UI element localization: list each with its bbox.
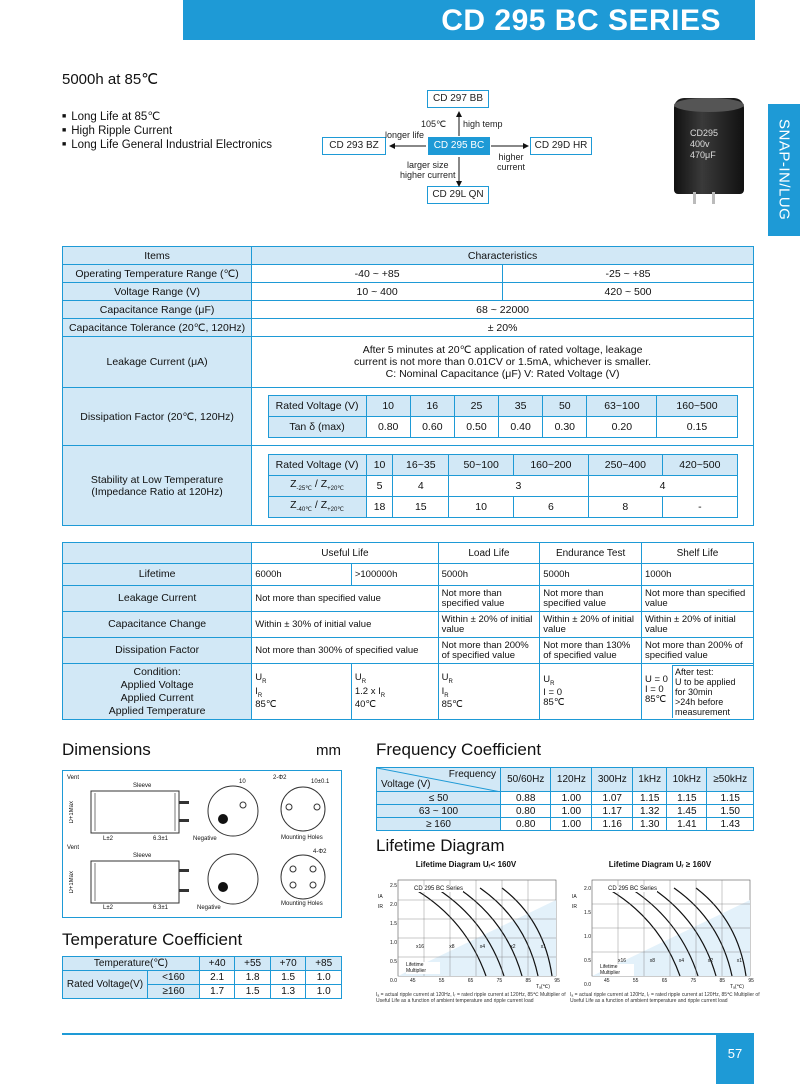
cond-cell: $U_R$ I = 0 85℃	[540, 664, 642, 720]
df-cell	[252, 388, 754, 446]
series-label: longer life	[385, 130, 425, 140]
axis-label: IR	[378, 904, 383, 910]
row-label: ≥160	[148, 985, 200, 999]
col-header: 1kHz	[633, 768, 667, 792]
dimensions-unit: mm	[316, 742, 341, 759]
row-label: Leakage Current (μA)	[63, 337, 252, 388]
row-label: Dissipation Factor (20℃, 120Hz)	[63, 388, 252, 446]
row-label: Dissipation Factor	[63, 638, 252, 664]
dim-label: Vent	[67, 845, 80, 851]
capacitor-image	[674, 98, 744, 194]
capacitor-marking: CD295 400v 470μF	[690, 128, 719, 160]
page-number: 57	[716, 1034, 754, 1084]
series-label: high temp	[463, 119, 503, 129]
series-arrows	[320, 100, 610, 190]
series-box-right: CD 29D HR	[530, 137, 592, 155]
side-tab-label: SNAP-IN/LUG	[775, 119, 793, 221]
subtitle: 5000h at 85℃	[62, 71, 159, 88]
y-ticks: 2.5 2.0 1.5 1.0 0.5 0.0	[390, 883, 397, 984]
col-header: Useful Life	[252, 543, 438, 564]
lifetime-svg-1	[376, 860, 558, 1010]
capacitor-pin	[712, 192, 715, 204]
capacitor-pin	[693, 192, 696, 204]
dim-label: D+1Max	[69, 871, 75, 894]
dim-label: 10	[239, 779, 246, 785]
frequency-title: Frequency Coefficient	[376, 740, 542, 759]
cond-cell: U = 0 I = 0 85℃ After test: U to be applied for 30min >24h before measurement	[641, 664, 753, 720]
row-label: Voltage Range (V)	[63, 283, 252, 301]
footer-rule	[62, 1033, 754, 1035]
cell: -40 ~ +85	[252, 265, 503, 283]
dim-label: 6.3±1	[153, 836, 168, 842]
dim-label: Vent	[67, 775, 80, 781]
multiplier-labels: x16 x8 x4 x2 x1	[618, 958, 742, 964]
corner	[63, 543, 252, 564]
dimension-drawing	[62, 770, 342, 918]
col-header: Shelf Life	[641, 543, 753, 564]
feature-item: ■ Long Life at 85℃	[62, 110, 272, 124]
stability-cell	[252, 446, 754, 526]
series-box-top: CD 297 BB	[427, 90, 489, 108]
cell: 6000h	[252, 564, 352, 586]
freq-corner: Frequency Voltage (V)	[377, 768, 501, 792]
col-header: +40	[199, 957, 235, 971]
row-label: Capacitance Tolerance (20℃, 120Hz)	[63, 319, 252, 337]
y-ticks: 2.0 1.5 1.0 0.5 0.0	[584, 886, 591, 988]
col-header: 10kHz	[667, 768, 707, 792]
multiplier-labels: x16 x8 x4 x2 x1	[416, 944, 546, 950]
cell: -25 ~ +85	[503, 265, 754, 283]
x-ticks: 45 55 65 75 85 95	[410, 978, 560, 984]
col-header: Load Life	[438, 543, 540, 564]
series-label: higher current	[497, 152, 526, 172]
series-box-left: CD 293 BZ	[322, 137, 386, 155]
x-label: Tₐ(℃)	[536, 984, 550, 990]
cell: Not more than specified value	[252, 586, 438, 612]
cell: Within ± 30% of initial value	[252, 612, 438, 638]
cell: Not more than specified value	[438, 586, 540, 612]
row-label: ≤ 50	[377, 792, 501, 805]
col-header: 50/60Hz	[501, 768, 551, 792]
col-header: Temperature(℃)	[63, 957, 200, 971]
col-header: Items	[63, 247, 252, 265]
dim-label: 4-Φ2	[313, 849, 327, 855]
cell: Not more than 300% of specified value	[252, 638, 438, 664]
shelf-note: After test: U to be applied for 30min >24h before measurement	[672, 665, 753, 718]
feature-item: ■ High Ripple Current	[62, 124, 272, 138]
row-label: Capacitance Range (μF)	[63, 301, 252, 319]
series-label: larger size higher current	[400, 160, 456, 180]
chart-note: Iₐ = actual ripple current at 120Hz, Iᵣ = rated ripple current at 120Hz, 85℃ Multiplier of Useful Life as a function of ambient temperature and ripple current load	[376, 992, 566, 1004]
col-header: +85	[306, 957, 342, 971]
chart-title: Lifetime Diagram Uᵣ< 160V	[415, 860, 517, 869]
col-header: +70	[270, 957, 306, 971]
cell: Within ± 20% of initial value	[438, 612, 540, 638]
df-table: Rated Voltage (V) 10 16 25 35 50 63~100 160~500 Tan δ (max) 0.80 0.60 0.50 0.40 0.30 0.20 0.15	[268, 395, 738, 438]
cond-cell: $U_R$ 1.2 x $I_R$ 40℃	[351, 664, 438, 720]
cell: 1000h	[641, 564, 753, 586]
cell: Within ± 20% of initial value	[641, 612, 753, 638]
multiplier-title: Lifetime Multiplier	[406, 962, 440, 974]
characteristics-table	[62, 246, 754, 526]
series-box-current: CD 295 BC	[428, 137, 490, 155]
dim-label: 10±0.1	[311, 779, 330, 785]
temperature-table: Temperature(℃) +40 +55 +70 +85 Rated Voltage(V) <160 2.1 1.8 1.5 1.0 ≥160 1.7 1.5 1.3 1.0	[62, 956, 342, 999]
dim-label: Sleeve	[133, 783, 152, 789]
dim-label: D+1Max	[69, 801, 75, 824]
dim-label: Mounting Holes	[281, 835, 323, 841]
dim-label: Negative	[197, 905, 221, 911]
col-header: 120Hz	[551, 768, 592, 792]
col-header: ≥50kHz	[707, 768, 754, 792]
cell: Not more than specified value	[540, 586, 642, 612]
row-label: Stability at Low Temperature (Impedance Ratio at 120Hz)	[63, 446, 252, 526]
series-box-bottom: CD 29L QN	[427, 186, 489, 204]
cell: ± 20%	[252, 319, 754, 337]
series-label: CD 295 BC Series	[608, 886, 658, 892]
lifetime-title: Lifetime Diagram	[376, 836, 505, 855]
temperature-title: Temperature Coefficient	[62, 930, 243, 949]
dim-label: Negative	[193, 836, 217, 842]
row-label: Lifetime	[63, 564, 252, 586]
life-table	[62, 542, 754, 720]
chart-note: Iₐ = actual ripple current at 120Hz, Iᵣ = rated ripple current at 120Hz, 85℃ Multiplier of Useful Life as a function of ambient temperature and ripple current load	[570, 992, 760, 1004]
x-label: Tₐ(℃)	[730, 984, 744, 990]
dim-label: Mounting Holes	[281, 901, 323, 907]
frequency-table: Frequency Voltage (V) 50/60Hz 120Hz 300Hz 1kHz 10kHz ≥50kHz ≤ 50 0.88 1.00 1.07 1.15 1.15 1.15 63 ~ 100 0.80 1.00 1.17 1.32 1.45 1.50 ≥ 160 0.80 1.00 1.16 1.30 1.41 1.43	[376, 767, 754, 831]
axis-label: IR	[572, 904, 577, 910]
chart-title: Lifetime Diagram Uᵣ ≥ 160V	[608, 860, 712, 869]
dimensions-title: Dimensions	[62, 740, 151, 759]
feature-item: ■ Long Life General Industrial Electronics	[62, 138, 272, 152]
cell: 5000h	[540, 564, 642, 586]
series-label: CD 295 BC Series	[414, 886, 464, 892]
cell: Not more than specified value	[641, 586, 753, 612]
axis-label: IA	[572, 894, 577, 900]
dimension-svg	[63, 771, 343, 919]
dim-label: L±2	[103, 905, 113, 911]
cond-cell: $U_R$ $I_R$ 85℃	[252, 664, 352, 720]
col-header: Characteristics	[252, 247, 754, 265]
feature-list	[62, 110, 272, 152]
cell: Not more than 130% of specified value	[540, 638, 642, 664]
row-label: 63 ~ 100	[377, 805, 501, 818]
cell: 68 ~ 22000	[252, 301, 754, 319]
col-header: +55	[235, 957, 271, 971]
cell: Not more than 200% of specified value	[641, 638, 753, 664]
dim-label: L±2	[103, 836, 113, 842]
col-header: 300Hz	[592, 768, 633, 792]
lifetime-chart-1	[376, 860, 566, 1010]
lifetime-chart-2	[570, 860, 760, 1010]
stability-table: Rated Voltage (V) 10 16~35 50~100 160~200 250~400 420~500 $Z_{-25℃} / Z_{+20℃}$ 5 4 3 4 $Z_{-40℃} / Z_{+20℃}$ 18 15 10 6 8 -	[268, 454, 738, 518]
row-label: Leakage Current	[63, 586, 252, 612]
series-header: CD 295 BC SERIES	[183, 0, 755, 40]
cell: Within ± 20% of initial value	[540, 612, 642, 638]
row-label: Operating Temperature Range (℃)	[63, 265, 252, 283]
series-label: 105℃	[421, 119, 447, 129]
leakage-cell: After 5 minutes at 20℃ application of rated voltage, leakage current is not more than 0.01CV or 1.5mA, whichever is smaller. C: Nominal Capacitance (μF) V: Rated Voltage (V)	[252, 337, 754, 388]
col-header: Endurance Test	[540, 543, 642, 564]
dim-label: 6.3±1	[153, 905, 168, 911]
x-ticks: 45 55 65 75 85 95	[604, 978, 754, 984]
condition-label: Condition: Applied Voltage Applied Current Applied Temperature	[63, 664, 252, 720]
dim-label: 2-Φ2	[273, 775, 287, 781]
cell: 10 ~ 400	[252, 283, 503, 301]
row-label: Rated Voltage(V)	[63, 971, 148, 999]
cell: 5000h	[438, 564, 540, 586]
cell: Not more than 200% of specified value	[438, 638, 540, 664]
side-tab	[768, 104, 800, 236]
cell: 420 ~ 500	[503, 283, 754, 301]
row-label: <160	[148, 971, 200, 985]
lifetime-svg-2	[570, 860, 752, 1010]
row-label: Capacitance Change	[63, 612, 252, 638]
multiplier-title: Lifetime Multiplier	[600, 964, 634, 976]
cell: >100000h	[351, 564, 438, 586]
cond-cell: $U_R$ $I_R$ 85℃	[438, 664, 540, 720]
row-label: ≥ 160	[377, 818, 501, 831]
axis-label: IA	[378, 894, 383, 900]
dim-label: Sleeve	[133, 853, 152, 859]
